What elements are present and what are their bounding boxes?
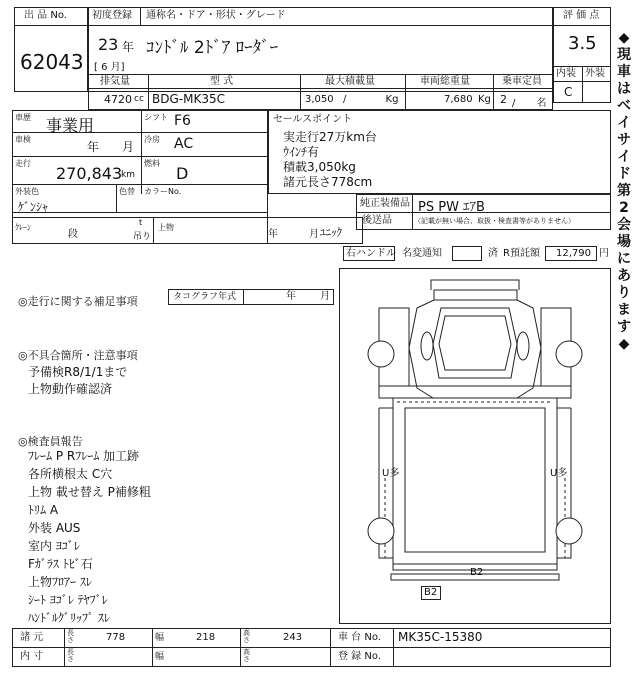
aftermarket-note: （記載が無い場合、取扱・検査書等がありません）: [414, 217, 575, 225]
defect-1: 予備検R8/1/1まで: [28, 365, 128, 379]
side-char: 現: [617, 47, 631, 63]
mileage: 270,843: [56, 164, 123, 183]
aftermarket-label: 後送品: [362, 215, 392, 226]
crane-hook: 吊り: [133, 232, 152, 242]
chassis-no: MK35C-15380: [398, 630, 483, 644]
side-char: は: [617, 81, 631, 97]
color-no-label: カラーNo.: [144, 187, 182, 196]
side-char: サ: [617, 132, 631, 148]
capacity-label: 乗車定員: [502, 76, 542, 87]
sales-points-label: セールスポイント: [273, 114, 353, 125]
model-name: ｺﾝﾄﾞﾙ 2ﾄﾞｱ ﾛｰﾀﾞｰ: [146, 38, 279, 58]
side-char: に: [617, 251, 631, 267]
inner-length-label: 長さ: [67, 648, 74, 663]
upper-label: 上物: [158, 223, 174, 232]
recycle-unit: 円: [599, 248, 609, 259]
displacement: 4720: [104, 93, 132, 106]
standard-equipment: PS PW ｴｱB: [418, 200, 485, 215]
standard-equipment-label: 純正装備品: [360, 198, 410, 209]
side-char: 会: [617, 217, 631, 233]
side-char: 場: [617, 234, 631, 250]
history-label: 車歴: [15, 113, 31, 122]
sales-point-3: 積載3,050kg: [283, 160, 356, 174]
sales-point-1: 実走行27万km台: [283, 130, 377, 144]
gross-weight: 7,680: [444, 94, 473, 105]
crane-label: ｸﾚｰﾝ: [15, 223, 31, 232]
color-change-label: 色替: [119, 187, 135, 196]
interior-grade-label: 内装: [556, 68, 576, 79]
color: ｹﾞﾝｼｬ: [18, 200, 49, 214]
reg-label: 初度登録: [92, 10, 132, 21]
gross-weight-unit: Kg: [478, 94, 491, 105]
inspector-note-4: ﾄﾘﾑ A: [28, 503, 59, 517]
side-char: 車: [617, 64, 631, 80]
inner-label: 内 寸: [20, 651, 44, 662]
inspector-note-9: ｼｰﾄ ﾖｺﾞﾚ ﾃﾔﾌﾞﾚ: [28, 593, 108, 607]
upper-maker: ﾕﾆｯｸ: [320, 226, 342, 239]
side-char: ま: [617, 302, 631, 318]
recycle-label: R預託額: [503, 248, 540, 259]
shift: F6: [174, 113, 191, 129]
inner-height-label: 高さ: [243, 648, 250, 663]
side-char: ベ: [617, 98, 631, 114]
side-char: 第: [617, 183, 631, 199]
inspector-note-8: 上物ﾌﾛｱｰ ｽﾚ: [28, 575, 92, 589]
capacity: 2: [500, 93, 507, 106]
steering: 右ハンドル: [346, 248, 396, 259]
capacity-unit: / 名: [512, 98, 547, 109]
sales-point-4: 諸元長さ778cm: [283, 175, 373, 189]
max-load-unit: / Kg: [343, 94, 399, 105]
crane-ton: t: [139, 218, 143, 227]
left-damage-mark: U多: [382, 468, 400, 479]
year-unit: 年: [122, 40, 135, 54]
crane-stage: 段: [68, 229, 78, 240]
side-char: ◆: [618, 336, 630, 352]
width-label: 幅: [155, 633, 165, 643]
side-char: り: [617, 285, 631, 301]
defects-title: ◎不具合箇所・注意事項: [18, 349, 138, 362]
tacho-label: タコグラフ年式: [173, 292, 237, 302]
tacho-month: 月: [320, 291, 330, 302]
name-change-box: [452, 246, 482, 261]
gross-weight-label: 車両総重量: [420, 76, 470, 87]
length-label: 長さ: [67, 629, 74, 644]
max-load: 3,050: [305, 94, 334, 105]
side-char: あ: [617, 268, 631, 284]
inspector-note-3: 上物 載せ替え P補修粗: [28, 485, 151, 499]
name-label: 通称名・ドア・形状・グレード: [146, 10, 286, 21]
inspector-note-1: ﾌﾚｰﾑ P Rﾌﾚｰﾑ 加工跡: [28, 449, 140, 463]
side-char: す: [617, 319, 631, 335]
recycle-mark: 済: [488, 248, 498, 259]
inner-width-label: 幅: [155, 652, 165, 662]
mileage-label: 走行: [15, 159, 31, 168]
score-value: 3.5: [568, 33, 597, 54]
mileage-unit: km: [121, 170, 135, 180]
type-label: 型 式: [210, 76, 234, 87]
side-char: イ: [617, 149, 631, 165]
reg-month: [ 6 月]: [94, 62, 125, 73]
max-load-label: 最大積載量: [325, 76, 375, 87]
fuel: D: [176, 164, 189, 183]
inspection-label: 車検: [15, 135, 31, 144]
fuel-label: 燃料: [144, 159, 160, 168]
tacho-year: 年: [286, 291, 296, 302]
score-label: 評 価 点: [563, 10, 600, 21]
side-char: 2: [619, 200, 629, 216]
history: 事業用: [46, 116, 95, 135]
cooling: AC: [174, 136, 194, 152]
inspector-note-7: Fｶﾞﾗｽ ﾄﾋﾞ石: [28, 557, 93, 571]
rear-damage-box-label: B2: [424, 587, 438, 598]
inspector-note-2: 各所横根太 C穴: [28, 467, 113, 481]
model-code: BDG-MK35C: [152, 92, 225, 106]
spec-label: 諸 元: [20, 632, 44, 643]
upper-year: 年: [268, 229, 278, 240]
interior-grade: C: [564, 85, 573, 99]
upper-month: 月: [309, 229, 319, 240]
inspection-year: 年: [87, 140, 100, 154]
side-notice: [612, 30, 636, 353]
height: 243: [283, 632, 303, 643]
height-label: 高さ: [243, 629, 250, 644]
chassis-label: 車 台 No.: [338, 632, 381, 643]
defect-2: 上物動作確認済: [28, 382, 113, 396]
cooling-label: 冷房: [144, 135, 160, 144]
inspector-note-5: 外装 AUS: [28, 521, 81, 535]
name-change-label: 名変通知: [402, 248, 442, 259]
displacement-unit: cc: [134, 94, 144, 104]
recycle-amount: 12,790: [556, 248, 591, 259]
inspector-note-6: 室内 ﾖｺﾞﾚ: [28, 539, 80, 553]
driving-notes-title: ◎走行に関する補足事項: [18, 295, 138, 308]
displacement-label: 排気量: [100, 76, 130, 87]
rear-damage-mark: B2: [470, 567, 484, 578]
registration-label: 登 録 No.: [338, 651, 381, 662]
reg-year: 23: [98, 35, 119, 54]
exterior-grade-label: 外装: [585, 68, 605, 79]
right-damage-mark: U多: [550, 468, 568, 479]
color-label: 外装色: [15, 187, 39, 196]
inspector-title: ◎検査員報告: [18, 435, 83, 448]
lot-label: 出 品 No.: [24, 10, 67, 21]
shift-label: シフト: [144, 113, 168, 122]
inspection-month: 月: [122, 140, 135, 154]
lot-number: 62043: [20, 50, 84, 74]
length: 778: [106, 632, 126, 643]
inspector-note-10: ﾊﾝﾄﾞﾙｸﾞﾘｯﾌﾟ ｽﾚ: [28, 611, 110, 625]
width: 218: [196, 632, 216, 643]
sales-point-2: ｳｲﾝﾁ有: [283, 145, 320, 159]
side-char: ◆: [618, 30, 630, 46]
side-char: ド: [617, 166, 631, 182]
side-char: イ: [617, 115, 631, 131]
